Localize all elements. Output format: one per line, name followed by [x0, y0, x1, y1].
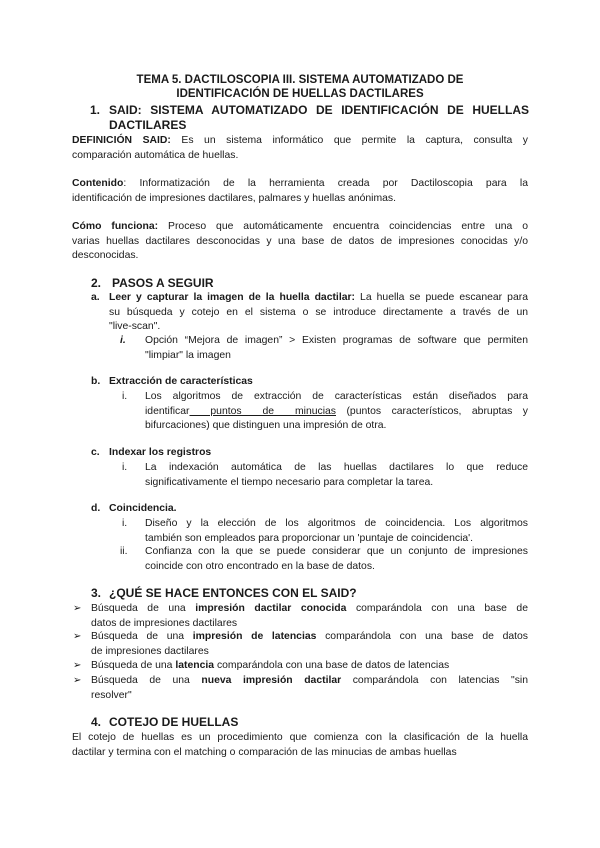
step-c-sub-i-numeral: i.	[122, 462, 128, 473]
contenido-text-1: : Informatización de la herramienta creada por Dactiloscopia para la	[123, 178, 528, 189]
step-d-sub-i-numeral: i.	[122, 518, 128, 529]
section-3-heading: ¿QUÉ SE HACE ENTONCES CON EL SAID?	[109, 586, 357, 600]
step-c-heading: Indexar los registros	[109, 447, 212, 458]
item-3-text-c: comparándola con una base de datos de latencias	[214, 660, 450, 671]
bullet-arrow-icon: ➢	[73, 603, 82, 614]
step-d-letter: d.	[91, 503, 101, 514]
step-c-text-2: significativamente el tiempo necesario para completar la tarea.	[145, 476, 434, 488]
section-3-number: 3.	[91, 586, 102, 600]
contenido-text-2: identificación de impresiones dactilares, palmares y huellas anónimas.	[72, 192, 397, 204]
step-d-sub-i	[145, 517, 528, 546]
bullet-arrow-icon: ➢	[73, 631, 82, 642]
como-funciona-text-2: varias huellas dactilares desconocidas y una base de datos de impresiones conocidas y/o	[72, 235, 528, 247]
item-3-bold: latencia	[175, 660, 215, 671]
step-d-heading: Coincidencia.	[109, 503, 177, 514]
item-4-text-c: comparándola con latencias "sin	[341, 675, 529, 686]
list-item	[91, 659, 528, 674]
item-1-bold: impresión dactilar conocida	[195, 603, 347, 614]
como-funciona-label: Cómo funciona:	[72, 221, 159, 232]
item-3-text-a: Búsqueda de una	[91, 660, 176, 671]
step-a-text-2: su búsqueda y cotejo en el sistema o se introduce directamente a través de un	[109, 306, 528, 318]
list-item	[91, 674, 528, 703]
step-a-sub-i-text-2: "limpiar" la imagen	[145, 349, 231, 361]
definition-text-1: Es un sistema informático que permite la captura, consulta y	[170, 135, 528, 146]
step-b-sub-i	[145, 390, 528, 434]
como-funciona-text-1: Proceso que automáticamente encuentra coincidencias entre una o	[158, 221, 528, 232]
como-funciona-text-3: desconocidas.	[72, 250, 139, 261]
section-1-number: 1.	[90, 103, 101, 117]
step-d-sub-ii-text-2: coincide con otro encontrado en la base de datos.	[145, 560, 375, 572]
step-a-letter: a.	[91, 292, 100, 303]
title-line-1: TEMA 5. DACTILOSCOPIA III. SISTEMA AUTOMATIZADO DE	[136, 74, 464, 86]
contenido-paragraph	[72, 177, 528, 206]
bullet-arrow-icon: ➢	[73, 660, 82, 671]
step-d-sub-ii-numeral: ii.	[120, 546, 128, 557]
definition-text-2: comparación automática de huellas.	[72, 149, 239, 161]
page-title	[60, 73, 540, 101]
item-1-text-c: comparándola con una base de	[346, 603, 528, 614]
step-b-sub-i-numeral: i.	[122, 391, 128, 402]
step-b-letter: b.	[91, 376, 101, 387]
step-c-text-1: La indexación automática de las huellas dactilares lo que reduce	[145, 462, 528, 473]
item-4-text-d: resolver"	[91, 689, 132, 701]
section-2-heading: PASOS A SEGUIR	[112, 276, 214, 290]
step-a-sub-i-numeral: i.	[120, 335, 126, 346]
step-a-heading: Leer y capturar la imagen de la huella dactilar:	[109, 292, 355, 303]
item-4-bold: nueva impresión dactilar	[201, 675, 342, 686]
section-4-heading: COTEJO DE HUELLAS	[109, 715, 239, 729]
item-2-text-d: de impresiones dactilares	[91, 645, 209, 657]
step-b-text-2b: (puntos característicos, abruptas y	[336, 405, 528, 417]
list-item	[91, 630, 528, 659]
cotejo-text-1: El cotejo de huellas es un procedimiento que comienza con la clasificación de la huella	[72, 732, 528, 743]
step-d-sub-i-text-1: Diseño y la elección de los algoritmos de coincidencia. Los algoritmos	[145, 518, 528, 529]
item-4-text-a: Búsqueda de una	[91, 675, 202, 686]
step-d-sub-i-text-2: también son empleados para proporcionar un 'puntaje de coincidencia'.	[145, 532, 474, 544]
step-d-sub-ii	[145, 545, 528, 574]
como-funciona-paragraph	[72, 220, 528, 264]
step-c-sub-i	[145, 461, 528, 490]
item-2-text-c: comparándola con una base de datos	[316, 631, 528, 642]
step-d-sub-ii-text-1: Confianza con la que se puede considerar que un conjunto de impresiones	[145, 546, 528, 557]
step-a-sub-i-text-1: Opción “Mejora de imagen” > Existen programas de software que permiten	[145, 335, 528, 346]
list-item	[91, 602, 528, 631]
step-c-letter: c.	[91, 447, 100, 458]
cotejo-text-2: dactilar y termina con el matching o comparación de las minucias de ambas huellas	[72, 746, 457, 758]
step-b-text-2a: identificar	[145, 405, 190, 417]
step-b-heading: Extracción de características	[109, 376, 253, 387]
step-a-text-3: "live-scan".	[109, 321, 161, 332]
item-1-text-a: Búsqueda de una	[91, 603, 196, 614]
step-b-text-1: Los algoritmos de extracción de características están diseñados para	[145, 391, 528, 402]
step-b-text-3: bifurcaciones) que distinguen una impresión de otra.	[145, 420, 387, 431]
title-line-2: IDENTIFICACIÓN DE HUELLAS DACTILARES	[176, 88, 424, 100]
definition-label: DEFINICIÓN SAID:	[72, 135, 171, 146]
bullet-arrow-icon: ➢	[73, 675, 82, 686]
section-2-number: 2.	[91, 276, 102, 290]
section-4-number: 4.	[91, 715, 102, 729]
item-2-bold: impresión de latencias	[192, 631, 317, 642]
step-a-paragraph	[109, 291, 528, 335]
cotejo-paragraph	[72, 731, 528, 760]
section-1-heading-line-1: SAID: SISTEMA AUTOMATIZADO DE IDENTIFICACIÓN DE HUELLAS	[109, 103, 529, 117]
step-a-sub-i	[145, 334, 528, 363]
item-1-text-d: datos de impresiones dactilares	[91, 617, 238, 629]
section-1-heading-line-2: DACTILARES	[109, 118, 187, 132]
contenido-label: Contenido	[72, 178, 124, 189]
step-a-text-1: La huella se puede escanear para	[354, 292, 528, 303]
definition-paragraph	[72, 134, 528, 163]
item-2-text-a: Búsqueda de una	[91, 631, 193, 642]
step-b-text-2-underlined: puntos de minucias	[189, 405, 336, 417]
